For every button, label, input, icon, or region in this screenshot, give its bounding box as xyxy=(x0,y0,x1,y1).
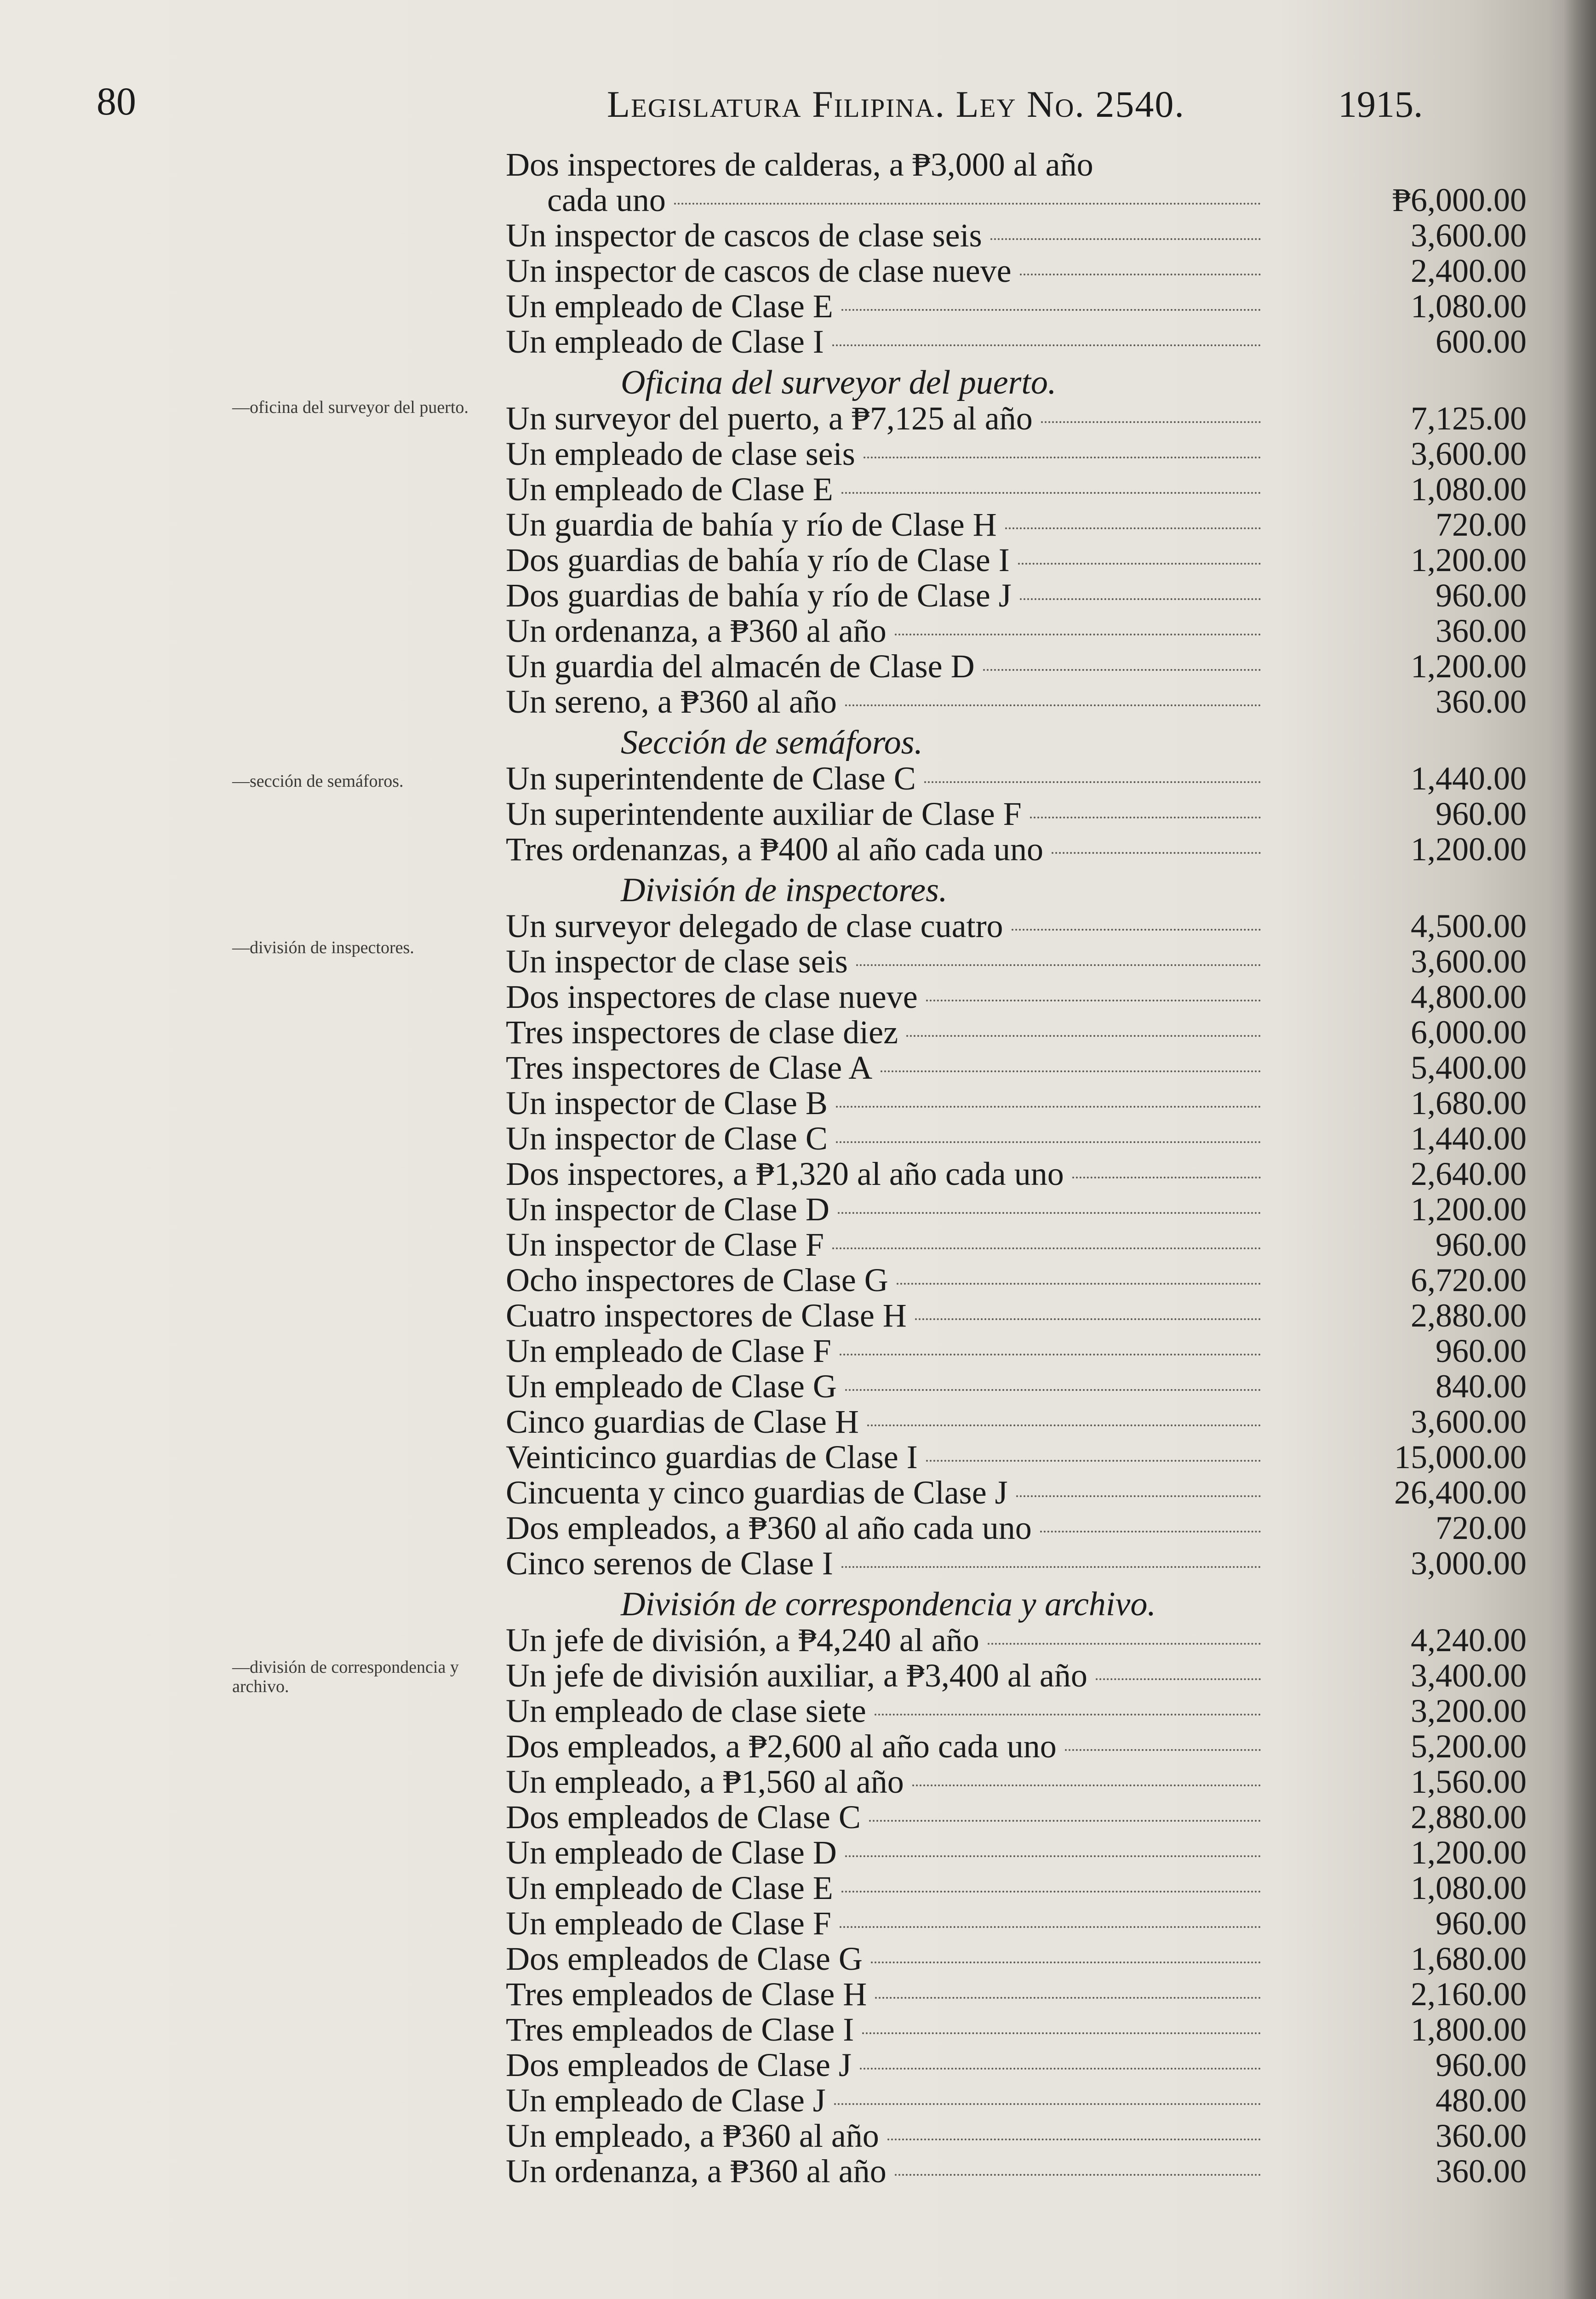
line-item xyxy=(506,1729,1527,1764)
line-item-amount: 5,400.00 xyxy=(1411,1049,1527,1086)
line-item-amount: 600.00 xyxy=(1436,323,1527,360)
line-item-label: Un inspector de clase seis xyxy=(506,943,848,980)
line-item-label: Dos guardias de bahía y río de Clase J xyxy=(506,577,1012,614)
dot-leader xyxy=(1018,563,1261,565)
line-item xyxy=(506,2083,1527,2118)
line-item-amount: 1,200.00 xyxy=(1411,831,1527,868)
dot-leader xyxy=(864,457,1261,458)
line-item-label: Dos empleados, a ₱360 al año cada uno xyxy=(506,1510,1032,1546)
dot-leader xyxy=(838,1212,1261,1214)
line-item-amount: 3,600.00 xyxy=(1411,1403,1527,1440)
line-item-amount: 2,880.00 xyxy=(1411,1297,1527,1334)
line-item-amount: 1,080.00 xyxy=(1411,471,1527,508)
line-item-label: Un empleado, a ₱360 al año xyxy=(506,2117,879,2154)
line-item xyxy=(506,1835,1527,1870)
line-item-amount: 1,680.00 xyxy=(1411,1085,1527,1121)
line-item-amount: 15,000.00 xyxy=(1394,1439,1527,1475)
line-item xyxy=(506,2012,1527,2047)
line-item-label: Tres ordenanzas, a ₱400 al año cada uno xyxy=(506,831,1044,868)
line-item xyxy=(506,1227,1527,1263)
dot-leader xyxy=(895,2174,1261,2176)
line-item-amount: 3,600.00 xyxy=(1411,435,1527,472)
running-title: Legislatura Filipina. Ley No. 2540. xyxy=(607,83,1185,125)
dot-leader xyxy=(983,669,1261,671)
dot-leader xyxy=(862,2032,1261,2034)
line-item-label: Tres inspectores de clase diez xyxy=(506,1014,898,1051)
line-item-label: Veinticinco guardias de Clase I xyxy=(506,1439,918,1475)
dot-leader xyxy=(897,1283,1261,1285)
line-item xyxy=(506,253,1527,289)
dot-leader xyxy=(1030,817,1261,818)
dot-leader xyxy=(1020,598,1261,600)
line-item xyxy=(506,761,1527,796)
dot-leader xyxy=(674,203,1261,205)
dot-leader xyxy=(860,2068,1261,2070)
line-item-amount: 3,200.00 xyxy=(1411,1693,1527,1729)
line-item-label: Un inspector de Clase F xyxy=(506,1226,824,1263)
dot-leader xyxy=(841,1891,1261,1893)
dot-leader xyxy=(1096,1678,1261,1680)
line-item xyxy=(506,649,1527,684)
dot-leader xyxy=(840,1926,1261,1928)
line-item-amount: 720.00 xyxy=(1436,1510,1527,1546)
line-item-label: Dos empleados, a ₱2,600 al año cada uno xyxy=(506,1728,1057,1765)
line-item-label: Un surveyor del puerto, a ₱7,125 al año xyxy=(506,400,1033,437)
line-item-label: Dos inspectores de calderas, a ₱3,000 al año xyxy=(506,146,1093,183)
line-item xyxy=(506,1623,1527,1658)
line-item xyxy=(506,979,1527,1015)
line-item-label: Un empleado de Clase D xyxy=(506,1834,837,1871)
line-item xyxy=(506,218,1527,253)
line-item xyxy=(506,436,1527,472)
dot-leader xyxy=(1065,1749,1261,1751)
line-item xyxy=(506,2154,1527,2189)
line-item-amount: 1,800.00 xyxy=(1411,2011,1527,2048)
line-item xyxy=(506,944,1527,979)
dot-leader xyxy=(924,781,1261,783)
line-item-label: Un sereno, a ₱360 al año xyxy=(506,683,837,720)
line-item-label: Tres inspectores de Clase A xyxy=(506,1049,873,1086)
line-item-label: Un surveyor delegado de clase cuatro xyxy=(506,908,1003,944)
line-item xyxy=(506,2118,1527,2154)
line-item xyxy=(506,1086,1527,1121)
dot-leader xyxy=(845,1389,1261,1391)
dot-leader xyxy=(845,704,1261,706)
dot-leader xyxy=(1072,1177,1261,1178)
line-item xyxy=(506,1475,1527,1510)
dot-leader xyxy=(887,2139,1261,2140)
line-item-label: cada uno xyxy=(547,182,666,218)
dot-leader xyxy=(895,634,1261,635)
line-item-label: Un inspector de Clase C xyxy=(506,1120,828,1157)
line-item-amount: 2,160.00 xyxy=(1411,1976,1527,2013)
line-item-amount: 1,440.00 xyxy=(1411,1120,1527,1157)
line-item xyxy=(506,1658,1527,1693)
line-item-amount: 1,080.00 xyxy=(1411,288,1527,325)
line-item-amount: 1,680.00 xyxy=(1411,1940,1527,1977)
line-item-label: Un empleado de Clase E xyxy=(506,471,833,508)
dot-leader xyxy=(988,1643,1261,1645)
line-item-amount: 6,720.00 xyxy=(1411,1262,1527,1298)
line-item-label: Un empleado de Clase I xyxy=(506,323,824,360)
page-header xyxy=(97,69,1476,133)
line-item-amount: 3,600.00 xyxy=(1411,943,1527,980)
line-item xyxy=(506,507,1527,543)
dot-leader xyxy=(926,1000,1261,1001)
dot-leader xyxy=(1052,852,1261,854)
line-item-label: Un empleado de Clase G xyxy=(506,1368,837,1405)
line-item-amount: 4,240.00 xyxy=(1411,1622,1527,1658)
line-item xyxy=(506,1015,1527,1050)
line-item-amount: 1,200.00 xyxy=(1411,1834,1527,1871)
dot-leader xyxy=(875,1997,1261,1999)
dot-leader xyxy=(836,1141,1261,1143)
line-item-label: Cinco serenos de Clase I xyxy=(506,1545,833,1582)
line-item-label: Un empleado de Clase F xyxy=(506,1333,831,1369)
line-item-amount: 2,640.00 xyxy=(1411,1155,1527,1192)
dot-leader xyxy=(1041,421,1261,423)
line-item-amount: 360.00 xyxy=(1436,612,1527,649)
line-item-label: Cinco guardias de Clase H xyxy=(506,1403,859,1440)
line-item-label: Un empleado de Clase E xyxy=(506,1870,833,1906)
binding-shadow xyxy=(1564,0,1596,2299)
line-item-amount: 6,000.00 xyxy=(1411,1014,1527,1051)
line-item-amount: 26,400.00 xyxy=(1394,1474,1527,1511)
line-item-label: Un empleado de Clase E xyxy=(506,288,833,325)
line-item xyxy=(506,796,1527,832)
line-item-amount: 720.00 xyxy=(1436,506,1527,543)
line-item-label: Un guardia del almacén de Clase D xyxy=(506,648,975,685)
line-item-amount: ₱6,000.00 xyxy=(1392,182,1527,218)
line-item xyxy=(506,613,1527,649)
line-item-amount: 1,200.00 xyxy=(1411,648,1527,685)
line-item-label: Un inspector de cascos de clase nueve xyxy=(506,252,1012,289)
header-year: 1915. xyxy=(1338,83,1423,125)
line-item xyxy=(506,1156,1527,1192)
line-item-label: Ocho inspectores de Clase G xyxy=(506,1262,888,1298)
line-item xyxy=(506,1404,1527,1440)
line-item-label: Un empleado de Clase F xyxy=(506,1905,831,1942)
section-heading: División de correspondencia y archivo. xyxy=(621,1585,1156,1623)
line-item-amount: 960.00 xyxy=(1436,1333,1527,1369)
dot-leader xyxy=(1040,1531,1261,1533)
dot-leader xyxy=(1012,929,1261,931)
dot-leader xyxy=(845,1855,1261,1857)
line-item-amount: 960.00 xyxy=(1436,577,1527,614)
line-item-amount: 960.00 xyxy=(1436,1226,1527,1263)
dot-leader xyxy=(840,1354,1261,1355)
line-item xyxy=(506,1977,1527,2012)
line-item xyxy=(506,832,1527,867)
line-item-amount: 1,200.00 xyxy=(1411,542,1527,578)
line-item-amount: 3,400.00 xyxy=(1411,1657,1527,1694)
line-item-label: Tres empleados de Clase H xyxy=(506,1976,867,2013)
line-item-label: Un jefe de división, a ₱4,240 al año xyxy=(506,1622,979,1658)
section-heading: Oficina del surveyor del puerto. xyxy=(621,364,1057,401)
section-heading: Sección de semáforos. xyxy=(621,724,923,761)
line-item-amount: 360.00 xyxy=(1436,683,1527,720)
dot-leader xyxy=(912,1784,1261,1786)
line-item-amount: 5,200.00 xyxy=(1411,1728,1527,1765)
line-item xyxy=(506,324,1527,360)
line-item-amount: 960.00 xyxy=(1436,795,1527,832)
line-item-amount: 360.00 xyxy=(1436,2153,1527,2190)
dot-leader xyxy=(1020,274,1261,275)
line-item xyxy=(506,1764,1527,1800)
line-item-amount: 960.00 xyxy=(1436,1905,1527,1942)
line-item-label: Un empleado de clase seis xyxy=(506,435,855,472)
line-item xyxy=(506,401,1527,436)
line-item xyxy=(506,1693,1527,1729)
line-item xyxy=(506,578,1527,613)
line-item xyxy=(506,1192,1527,1227)
line-item xyxy=(506,909,1527,944)
line-item-label: Dos inspectores de clase nueve xyxy=(506,978,918,1015)
dot-leader xyxy=(871,1962,1261,1963)
side-note-oficina: —oficina del surveyor del puerto. xyxy=(232,398,469,417)
dot-leader xyxy=(841,492,1261,494)
line-item xyxy=(506,472,1527,507)
dot-leader xyxy=(841,309,1261,311)
line-item-label: Tres empleados de Clase I xyxy=(506,2011,854,2048)
line-item-amount: 3,600.00 xyxy=(1411,217,1527,254)
line-item-label: Un empleado de Clase J xyxy=(506,2082,826,2119)
dot-leader xyxy=(1005,527,1261,529)
line-item-label: Un ordenanza, a ₱360 al año xyxy=(506,612,887,649)
line-item-amount: 1,440.00 xyxy=(1411,760,1527,797)
line-item-label: Un ordenanza, a ₱360 al año xyxy=(506,2153,887,2190)
dot-leader xyxy=(841,1566,1261,1568)
line-item-label: Cincuenta y cinco guardias de Clase J xyxy=(506,1474,1008,1511)
line-item xyxy=(506,1906,1527,1941)
line-item-label: Un inspector de Clase B xyxy=(506,1085,828,1121)
appropriation-list xyxy=(506,147,1527,2189)
line-item xyxy=(506,1121,1527,1156)
dot-leader xyxy=(832,344,1261,346)
line-item-label: Un jefe de división auxiliar, a ₱3,400 al año xyxy=(506,1657,1087,1694)
dot-leader xyxy=(1016,1495,1261,1497)
line-item xyxy=(506,183,1527,218)
line-item-label: Un empleado de clase siete xyxy=(506,1693,866,1729)
dot-leader xyxy=(926,1460,1261,1462)
line-item xyxy=(506,2047,1527,2083)
line-item xyxy=(506,1870,1527,1906)
dot-leader xyxy=(832,1247,1261,1249)
line-item-amount: 4,500.00 xyxy=(1411,908,1527,944)
line-item-label: Un superintendente de Clase C xyxy=(506,760,916,797)
side-note-correspondencia: —división de correspondencia y archivo. xyxy=(232,1658,459,1696)
line-item-label: Un inspector de Clase D xyxy=(506,1191,829,1228)
line-item-amount: 3,000.00 xyxy=(1411,1545,1527,1582)
line-item-amount: 360.00 xyxy=(1436,2117,1527,2154)
line-item-amount: 1,080.00 xyxy=(1411,1870,1527,1906)
dot-leader xyxy=(856,964,1261,966)
line-item xyxy=(506,1050,1527,1086)
line-item xyxy=(506,1298,1527,1333)
line-item-label: Un empleado, a ₱1,560 al año xyxy=(506,1763,904,1800)
line-item-label: Dos empleados de Clase J xyxy=(506,2047,852,2083)
line-item-label: Un guardia de bahía y río de Clase H xyxy=(506,506,997,543)
line-item-label: Dos empleados de Clase C xyxy=(506,1799,861,1836)
line-item xyxy=(506,1333,1527,1369)
line-item-amount: 2,880.00 xyxy=(1411,1799,1527,1836)
dot-leader xyxy=(875,1714,1261,1716)
dot-leader xyxy=(869,1820,1261,1822)
line-item-label: Cuatro inspectores de Clase H xyxy=(506,1297,907,1334)
dot-leader xyxy=(867,1424,1261,1426)
line-item xyxy=(506,1546,1527,1581)
line-item-label: Dos guardias de bahía y río de Clase I xyxy=(506,542,1010,578)
dot-leader xyxy=(836,1106,1261,1108)
line-item-amount: 4,800.00 xyxy=(1411,978,1527,1015)
line-item-amount: 2,400.00 xyxy=(1411,252,1527,289)
side-note-semaforos: —sección de semáforos. xyxy=(232,772,404,791)
line-item xyxy=(506,289,1527,324)
line-item xyxy=(506,1440,1527,1475)
dot-leader xyxy=(881,1070,1261,1072)
line-item-amount: 840.00 xyxy=(1436,1368,1527,1405)
line-item-label: Un inspector de cascos de clase seis xyxy=(506,217,982,254)
side-note-inspectores: —división de inspectores. xyxy=(232,938,414,957)
dot-leader xyxy=(834,2103,1261,2105)
line-item xyxy=(506,1941,1527,1977)
line-item-amount: 1,560.00 xyxy=(1411,1763,1527,1800)
line-item-amount: 7,125.00 xyxy=(1411,400,1527,437)
dot-leader xyxy=(915,1318,1261,1320)
line-item-amount: 960.00 xyxy=(1436,2047,1527,2083)
section-heading: División de inspectores. xyxy=(621,871,948,909)
line-item xyxy=(506,1800,1527,1835)
line-item-amount: 1,200.00 xyxy=(1411,1191,1527,1228)
line-item xyxy=(506,543,1527,578)
line-item-label: Dos inspectores, a ₱1,320 al año cada uno xyxy=(506,1155,1064,1192)
line-item-label: Un superintendente auxiliar de Clase F xyxy=(506,795,1022,832)
line-item-wrapped xyxy=(506,147,1527,183)
page-number: 80 xyxy=(97,79,136,123)
line-item xyxy=(506,1369,1527,1404)
line-item-label: Dos empleados de Clase G xyxy=(506,1940,863,1977)
line-item xyxy=(506,684,1527,720)
dot-leader xyxy=(906,1035,1261,1037)
line-item-amount: 480.00 xyxy=(1436,2082,1527,2119)
line-item xyxy=(506,1263,1527,1298)
line-item xyxy=(506,1510,1527,1546)
dot-leader xyxy=(990,238,1261,240)
